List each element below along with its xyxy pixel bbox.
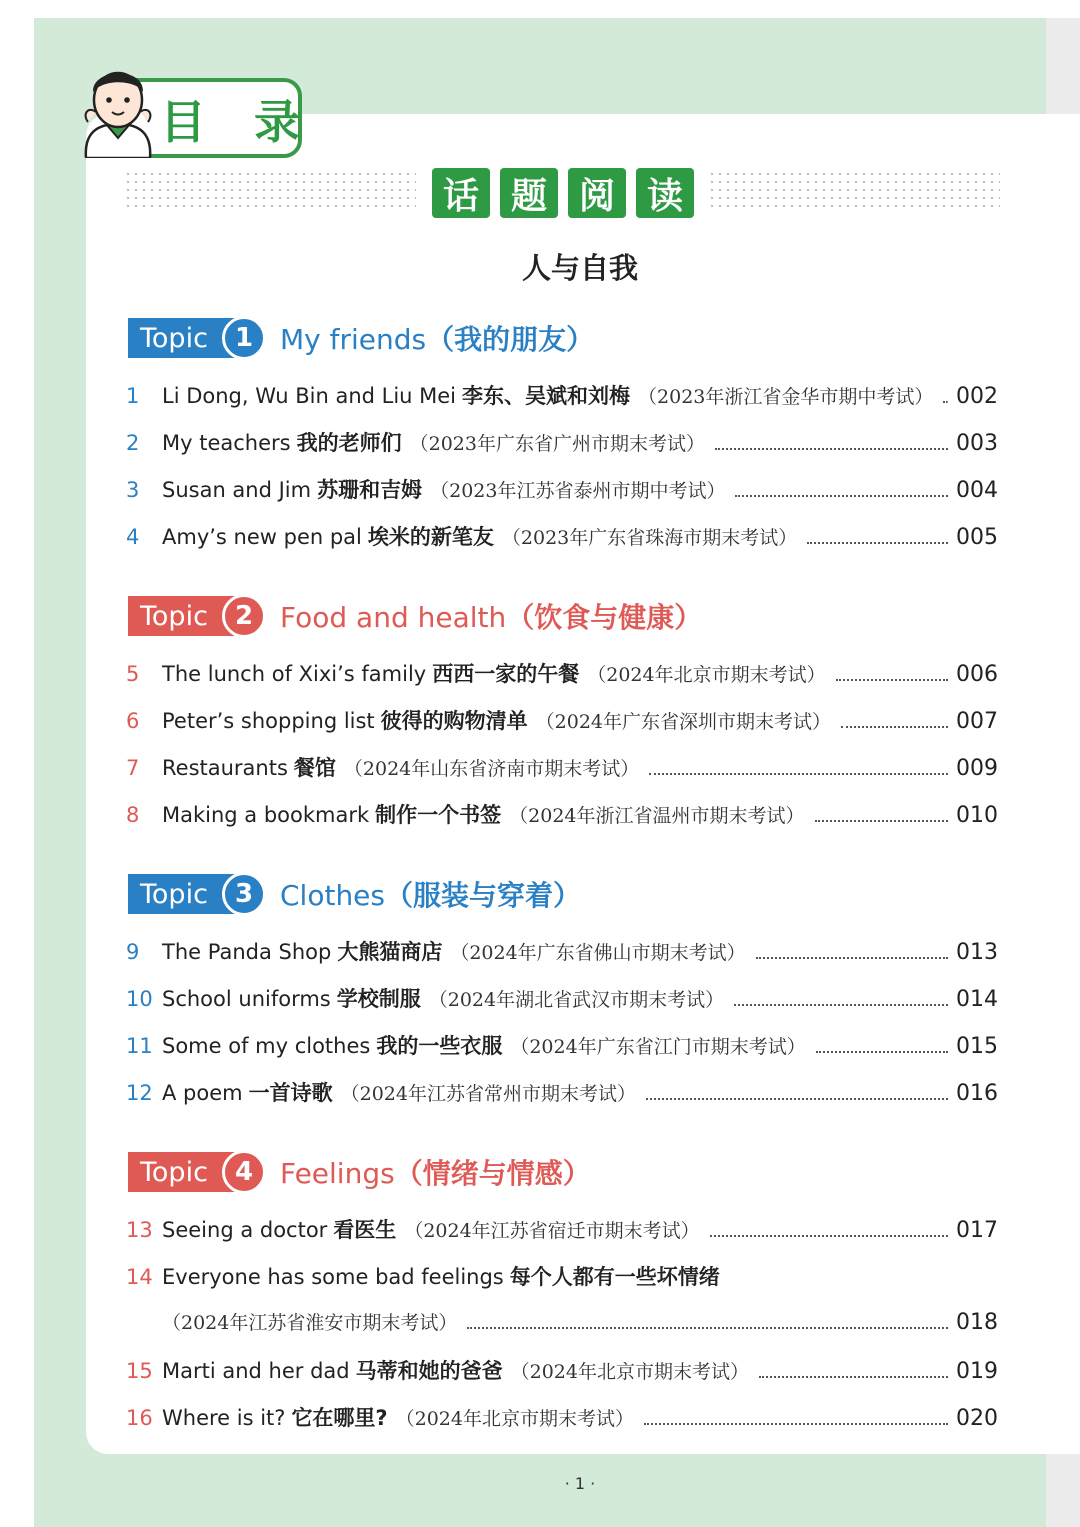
topic-title-en: My friends xyxy=(280,323,427,356)
entry-source: （2023年广东省珠海市期末考试） xyxy=(501,527,798,549)
dot-leader xyxy=(710,1234,948,1237)
entry-source: （2023年江苏省泰州市期中考试） xyxy=(430,480,726,502)
toc-entry-4[interactable] xyxy=(126,521,998,555)
entry-number: 13 xyxy=(126,1218,153,1242)
topic-title-zh: （我的朋友） xyxy=(426,323,595,356)
entry-title-en: School uniforms xyxy=(162,987,331,1011)
entry-title-en: Seeing a doctor xyxy=(162,1218,328,1242)
heading-char: 题 xyxy=(500,168,558,218)
entry-page: 003 xyxy=(956,431,998,456)
dot-leader xyxy=(467,1326,948,1329)
dots-right-ornament xyxy=(710,172,1000,210)
entry-page: 009 xyxy=(956,756,998,781)
toc-entry-5[interactable] xyxy=(126,658,998,692)
heading-char: 读 xyxy=(636,168,694,218)
topic-label: Topic xyxy=(128,596,240,636)
section-heading xyxy=(432,168,694,218)
topic-number: 1 xyxy=(222,316,266,360)
dot-leader xyxy=(943,400,948,403)
entry-page: 005 xyxy=(956,525,998,550)
entry-source: （2024年广东省深圳市期末考试） xyxy=(535,711,832,733)
entry-source: （2024年浙江省温州市期末考试） xyxy=(509,805,805,827)
entry-source: （2024年北京市期末考试） xyxy=(587,664,826,686)
entry-source: （2023年浙江省金华市期中考试） xyxy=(638,386,934,408)
topic-title-zh: （饮食与健康） xyxy=(506,601,703,634)
topic-1-heading[interactable] xyxy=(128,316,594,360)
entry-number: 15 xyxy=(126,1359,153,1383)
entry-number: 11 xyxy=(126,1034,153,1058)
dots-left-ornament xyxy=(126,172,416,210)
entry-source: （2024年广东省佛山市期末考试） xyxy=(450,942,746,964)
entry-source: （2024年江苏省淮安市期末考试） xyxy=(162,1312,458,1334)
entry-number: 14 xyxy=(126,1265,153,1289)
entry-source: （2024年北京市期末考试） xyxy=(395,1408,634,1430)
toc-entry-15[interactable] xyxy=(126,1355,998,1389)
dot-leader xyxy=(836,678,948,681)
entry-title-en: The lunch of Xixi’s family xyxy=(162,662,427,686)
topic-number: 3 xyxy=(222,872,266,916)
entry-title-zh: 餐馆 xyxy=(293,756,336,780)
entry-number: 10 xyxy=(126,987,153,1011)
topic-number: 4 xyxy=(222,1150,266,1194)
dot-leader xyxy=(807,541,948,544)
toc-entry-14[interactable] xyxy=(126,1261,998,1295)
entry-page: 004 xyxy=(956,478,998,503)
mascot-boy-icon xyxy=(78,62,158,158)
dot-leader xyxy=(815,819,948,822)
entry-title-zh: 彼得的购物清单 xyxy=(380,709,528,733)
entry-page: 010 xyxy=(956,803,998,828)
entry-title-zh: 我的老师们 xyxy=(296,431,402,455)
heading-char: 话 xyxy=(432,168,490,218)
entry-title-zh: 大熊猫商店 xyxy=(337,940,443,964)
entry-title-en: Marti and her dad xyxy=(162,1359,350,1383)
dot-leader xyxy=(649,772,948,775)
entry-page: 015 xyxy=(956,1034,998,1059)
dot-leader xyxy=(816,1050,948,1053)
entry-number: 3 xyxy=(126,478,140,502)
entry-title-en: Restaurants xyxy=(162,756,288,780)
entry-title-zh: 西西一家的午餐 xyxy=(432,662,580,686)
entry-title-en: Susan and Jim xyxy=(162,478,312,502)
dot-leader xyxy=(715,447,948,450)
entry-source: （2024年北京市期末考试） xyxy=(510,1361,749,1383)
entry-title-zh: 李东、吴斌和刘梅 xyxy=(462,384,631,408)
topic-title-en: Feelings xyxy=(280,1157,395,1190)
entry-title-en: Making a bookmark xyxy=(162,803,370,827)
entry-page: 019 xyxy=(956,1359,998,1384)
toc-entry-9[interactable] xyxy=(126,936,998,970)
toc-entry-2[interactable] xyxy=(126,427,998,461)
entry-title-zh: 制作一个书签 xyxy=(375,803,502,827)
entry-title-zh: 埃米的新笔友 xyxy=(367,525,494,549)
entry-number: 7 xyxy=(126,756,140,780)
entry-page: 006 xyxy=(956,662,998,687)
entry-title-en: A poem xyxy=(162,1081,243,1105)
section-subtitle: 人与自我 xyxy=(521,251,638,285)
entry-title-en: Amy’s new pen pal xyxy=(162,525,362,549)
topic-title-en: Food and health xyxy=(280,601,507,634)
entry-title-zh: 我的一些衣服 xyxy=(376,1034,503,1058)
entry-title-en: Everyone has some bad feelings xyxy=(162,1265,504,1289)
topic-label: Topic xyxy=(128,1152,240,1192)
entry-title-zh: 看医生 xyxy=(333,1218,397,1242)
entry-page: 020 xyxy=(956,1406,998,1431)
topic-number: 2 xyxy=(222,594,266,638)
entry-page: 017 xyxy=(956,1218,998,1243)
entry-title-en: Li Dong, Wu Bin and Liu Mei xyxy=(162,384,457,408)
entry-number: 4 xyxy=(126,525,140,549)
entry-page: 014 xyxy=(956,987,998,1012)
entry-number: 2 xyxy=(126,431,140,455)
entry-title-zh: 一首诗歌 xyxy=(248,1081,333,1105)
dot-leader xyxy=(644,1422,948,1425)
topic-4-heading[interactable] xyxy=(128,1150,591,1194)
entry-source: （2024年江苏省常州市期末考试） xyxy=(340,1083,636,1105)
toc-entry-7[interactable] xyxy=(126,752,998,786)
toc-entry-16[interactable] xyxy=(126,1402,998,1436)
toc-entry-6[interactable] xyxy=(126,705,998,739)
entry-page: 002 xyxy=(956,384,998,409)
dot-leader xyxy=(646,1097,948,1100)
entry-page: 018 xyxy=(956,1310,998,1335)
topic-label: Topic xyxy=(128,874,240,914)
entry-title-en: Peter’s shopping list xyxy=(162,709,375,733)
toc-entry-14-source[interactable] xyxy=(162,1308,998,1342)
heading-char: 阅 xyxy=(568,168,626,218)
dot-leader xyxy=(735,494,948,497)
dot-leader xyxy=(759,1375,948,1378)
footer-page-number: · 1 · xyxy=(564,1474,596,1493)
toc-entry-3[interactable] xyxy=(126,474,998,508)
entry-source: （2024年广东省江门市期末考试） xyxy=(510,1036,806,1058)
entry-source: （2024年江苏省宿迁市期末考试） xyxy=(404,1220,700,1242)
toc-entry-8[interactable] xyxy=(126,799,998,833)
entry-page: 007 xyxy=(956,709,998,734)
entry-number: 5 xyxy=(126,662,140,686)
toc-entry-1[interactable] xyxy=(126,380,998,414)
entry-source: （2024年山东省济南市期末考试） xyxy=(343,758,640,780)
topic-title-zh: （服装与穿着） xyxy=(385,879,582,912)
entry-number: 1 xyxy=(126,384,140,408)
entry-title-en: Where is it? xyxy=(162,1406,286,1430)
entry-title-zh: 学校制服 xyxy=(336,987,421,1011)
entry-title-en: Some of my clothes xyxy=(162,1034,371,1058)
toc-entry-13[interactable] xyxy=(126,1214,998,1248)
entry-title-en: The Panda Shop xyxy=(162,940,332,964)
entry-page: 016 xyxy=(956,1081,998,1106)
entry-source: （2024年湖北省武汉市期末考试） xyxy=(428,989,725,1011)
entry-number: 6 xyxy=(126,709,140,733)
entry-source: （2023年广东省广州市期末考试） xyxy=(409,433,705,455)
entry-number: 12 xyxy=(126,1081,153,1105)
page-title: 目 录 xyxy=(160,95,317,149)
toc-entry-11[interactable] xyxy=(126,1030,998,1064)
entry-title-zh: 每个人都有一些坏情绪 xyxy=(509,1265,720,1289)
dot-leader xyxy=(841,725,948,728)
entry-number: 9 xyxy=(126,940,140,964)
entry-number: 16 xyxy=(126,1406,153,1430)
entry-title-en: My teachers xyxy=(162,431,291,455)
entry-number: 8 xyxy=(126,803,140,827)
toc-entry-12[interactable] xyxy=(126,1077,998,1111)
topic-label: Topic xyxy=(128,318,240,358)
toc-entry-10[interactable] xyxy=(126,983,998,1017)
dot-leader xyxy=(756,956,948,959)
entry-title-zh: 马蒂和她的爸爸 xyxy=(355,1359,503,1383)
entry-title-zh: 它在哪里? xyxy=(291,1406,388,1430)
topic-3-heading[interactable] xyxy=(128,872,581,916)
topic-title-zh: （情绪与情感） xyxy=(394,1157,591,1190)
entry-title-zh: 苏珊和吉姆 xyxy=(317,478,423,502)
entry-page: 013 xyxy=(956,940,998,965)
dot-leader xyxy=(734,1003,948,1006)
topic-title-en: Clothes xyxy=(280,879,385,912)
topic-2-heading[interactable] xyxy=(128,594,702,638)
